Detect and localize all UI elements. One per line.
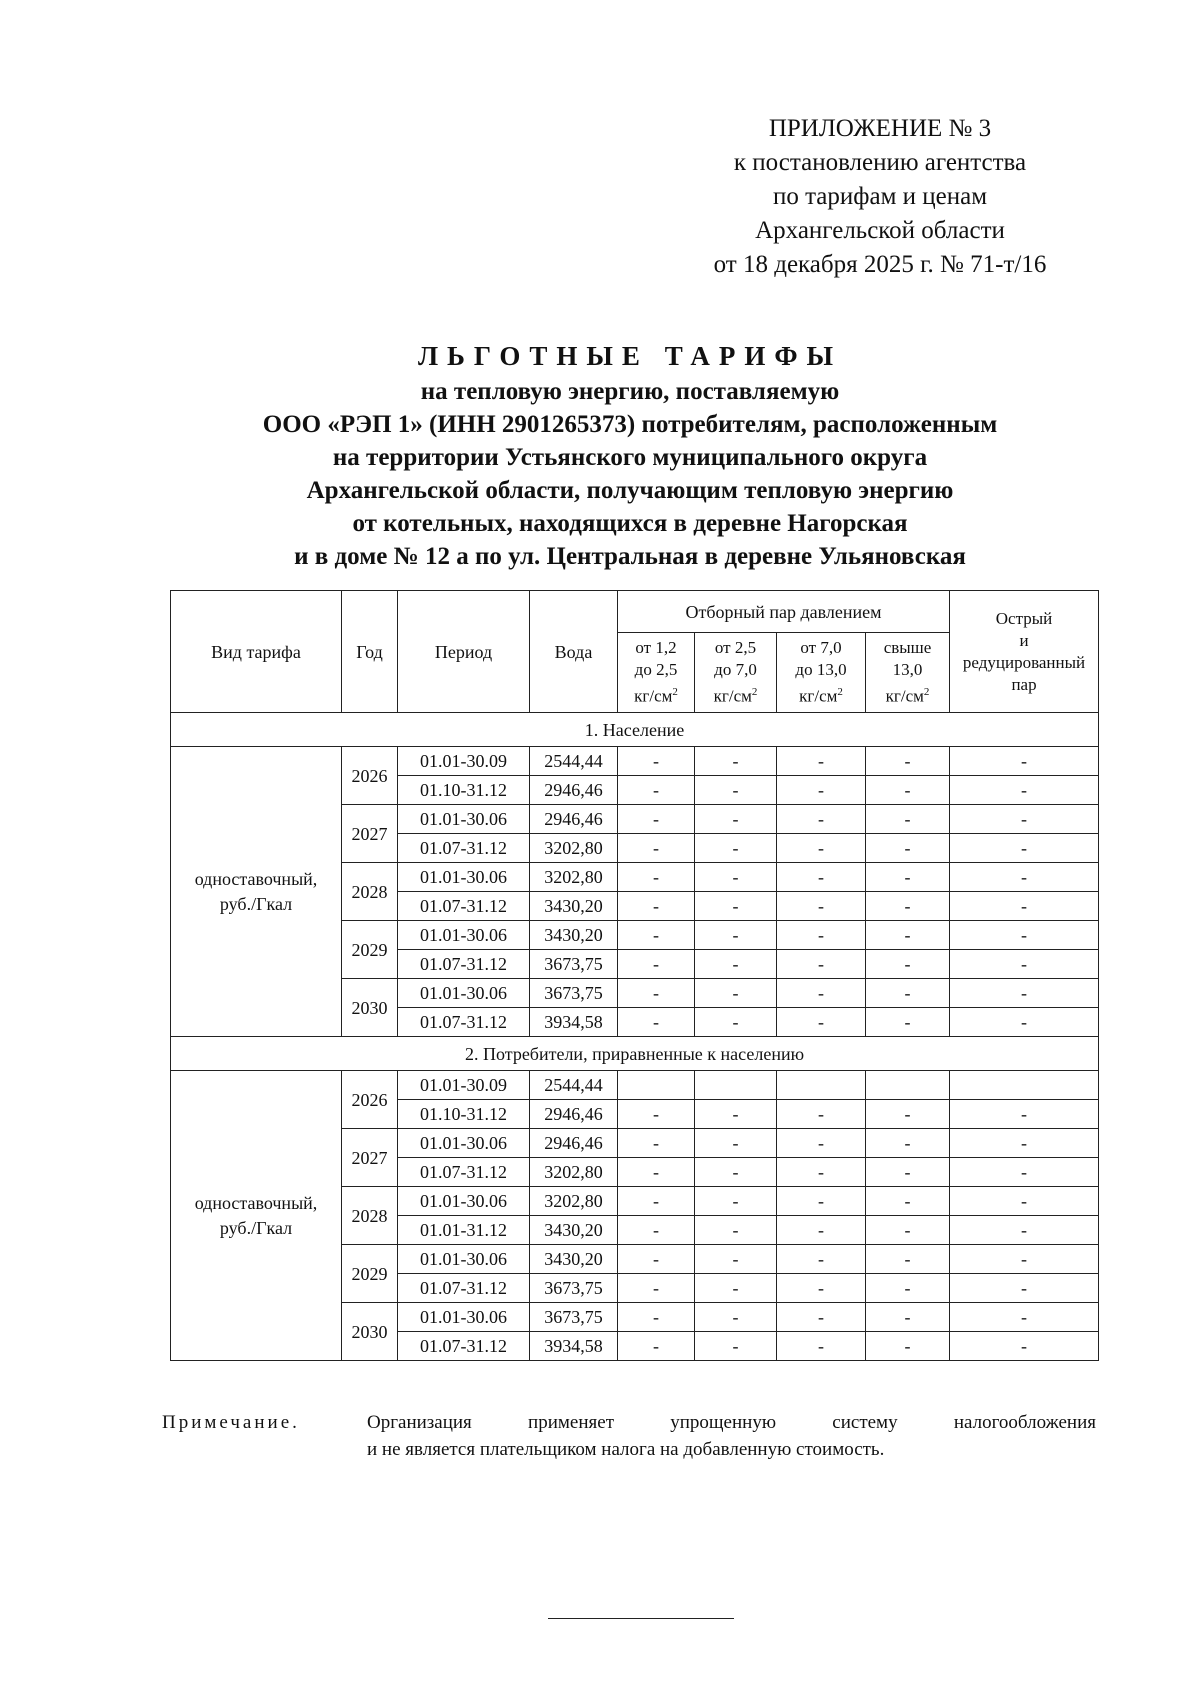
note-text: и не является плательщиком налога на добавленную стоимость. [367, 1439, 885, 1460]
steam-tariff-cell: - [695, 1100, 777, 1129]
header-period: Период [398, 591, 530, 713]
steam-tariff-cell: - [695, 1216, 777, 1245]
steam-tariff-cell: - [950, 1129, 1099, 1158]
header-steam-3 [777, 633, 866, 713]
appendix-header [660, 112, 1100, 282]
unit-text: кг/см [885, 686, 924, 706]
steam-tariff-cell: - [866, 834, 950, 863]
water-tariff-cell: 3202,80 [530, 863, 618, 892]
steam-tariff-cell: - [618, 1008, 695, 1037]
steam-tariff-cell: - [866, 747, 950, 776]
steam-tariff-cell: - [695, 1158, 777, 1187]
tariff-kind-cell [171, 747, 342, 1037]
steam-tariff-cell: - [777, 1100, 866, 1129]
tariff-kind-line: одноставочный, [194, 868, 318, 889]
steam-tariff-cell: - [695, 921, 777, 950]
steam-tariff-cell: - [618, 1303, 695, 1332]
tariff-kind-cell [171, 1071, 342, 1361]
note-text: Организация применяет упрощенную систему налогообложения [367, 1412, 1096, 1433]
year-cell: 2030 [342, 979, 398, 1037]
period-cell: 01.01-30.09 [398, 1071, 530, 1100]
unit-sup: 2 [837, 686, 843, 699]
steam-tariff-cell: - [866, 1332, 950, 1361]
title-line: и в доме № 12 а по ул. Центральная в деревне Ульяновская [294, 543, 966, 570]
steam-tariff-cell: - [777, 834, 866, 863]
steam-tariff-cell [950, 1071, 1099, 1100]
period-cell: 01.07-31.12 [398, 834, 530, 863]
header-steam-group: Отборный пар давлением [618, 591, 950, 633]
year-cell: 2028 [342, 1187, 398, 1245]
title-heading: ЛЬГОТНЫЕ ТАРИФЫ [417, 341, 843, 371]
year-cell: 2027 [342, 1129, 398, 1187]
steam-tariff-cell: - [950, 1303, 1099, 1332]
steam-tariff-cell: - [618, 979, 695, 1008]
period-cell: 01.01-30.09 [398, 747, 530, 776]
water-tariff-cell: 3673,75 [530, 1274, 618, 1303]
water-tariff-cell: 2946,46 [530, 1129, 618, 1158]
period-cell: 01.07-31.12 [398, 1158, 530, 1187]
steam-tariff-cell: - [950, 1332, 1099, 1361]
steam-tariff-cell: - [695, 1332, 777, 1361]
header-steam-2 [695, 633, 777, 713]
steam-tariff-cell: - [777, 747, 866, 776]
header-sharp-steam [950, 591, 1099, 713]
steam-tariff-cell: - [777, 1303, 866, 1332]
steam-tariff-cell: - [618, 1100, 695, 1129]
unit-text: кг/см [634, 686, 673, 706]
period-cell: 01.01-30.06 [398, 863, 530, 892]
steam-tariff-cell: - [866, 1303, 950, 1332]
section-row [171, 713, 1099, 747]
steam-tariff-cell: - [695, 1245, 777, 1274]
unit-text: кг/см [799, 686, 838, 706]
year-cell: 2026 [342, 1071, 398, 1129]
unit-sup: 2 [923, 686, 930, 699]
water-tariff-cell: 3673,75 [530, 1303, 618, 1332]
steam-tariff-cell: - [777, 1245, 866, 1274]
steam-tariff-cell: - [866, 1216, 950, 1245]
steam-tariff-cell: - [777, 1158, 866, 1187]
year-cell: 2026 [342, 747, 398, 805]
year-cell: 2029 [342, 1245, 398, 1303]
water-tariff-cell: 3430,20 [530, 1245, 618, 1274]
steam-tariff-cell: - [695, 1129, 777, 1158]
water-tariff-cell: 3430,20 [530, 892, 618, 921]
tariff-kind-line: руб./Гкал [219, 893, 293, 914]
header-year: Год [342, 591, 398, 713]
steam-tariff-cell: - [866, 1008, 950, 1037]
appendix-number: ПРИЛОЖЕНИЕ № 3 [768, 115, 992, 142]
header-text: и [1019, 630, 1029, 650]
steam-tariff-cell [866, 1071, 950, 1100]
year-cell: 2028 [342, 863, 398, 921]
steam-tariff-cell: - [618, 834, 695, 863]
steam-tariff-cell: - [695, 1008, 777, 1037]
period-cell: 01.01-30.06 [398, 805, 530, 834]
steam-tariff-cell: - [695, 776, 777, 805]
water-tariff-cell: 2544,44 [530, 747, 618, 776]
water-tariff-cell: 3202,80 [530, 834, 618, 863]
water-tariff-cell: 3202,80 [530, 1158, 618, 1187]
unit-text: кг/см [713, 686, 752, 706]
tariff-table [170, 590, 1099, 1361]
water-tariff-cell: 3934,58 [530, 1332, 618, 1361]
document-title [180, 340, 1080, 573]
header-text: свыше [883, 638, 932, 658]
water-tariff-cell: 3202,80 [530, 1187, 618, 1216]
steam-tariff-cell: - [866, 1158, 950, 1187]
period-cell: 01.01-30.06 [398, 921, 530, 950]
steam-tariff-cell: - [950, 1100, 1099, 1129]
steam-tariff-cell: - [950, 1187, 1099, 1216]
steam-tariff-cell: - [777, 979, 866, 1008]
table-row [171, 747, 1099, 776]
steam-tariff-cell: - [950, 1274, 1099, 1303]
steam-tariff-cell: - [695, 747, 777, 776]
steam-tariff-cell: - [777, 1187, 866, 1216]
steam-tariff-cell: - [695, 863, 777, 892]
steam-tariff-cell: - [950, 1245, 1099, 1274]
steam-tariff-cell: - [777, 950, 866, 979]
period-cell: 01.07-31.12 [398, 950, 530, 979]
steam-tariff-cell: - [866, 1100, 950, 1129]
period-cell: 01.01-30.06 [398, 979, 530, 1008]
header-unit [695, 681, 776, 708]
steam-tariff-cell: - [618, 776, 695, 805]
steam-tariff-cell: - [866, 892, 950, 921]
header-text: до 7,0 [714, 660, 757, 680]
water-tariff-cell: 2946,46 [530, 1100, 618, 1129]
period-cell: 01.01-30.06 [398, 1303, 530, 1332]
steam-tariff-cell: - [618, 1158, 695, 1187]
unit-sup: 2 [751, 686, 758, 699]
year-cell: 2027 [342, 805, 398, 863]
title-line: ООО «РЭП 1» (ИНН 2901265373) потребителям, расположенным [262, 411, 998, 438]
steam-tariff-cell: - [950, 805, 1099, 834]
title-line: от котельных, находящихся в деревне Нагорская [352, 510, 908, 537]
steam-tariff-cell: - [866, 1129, 950, 1158]
steam-tariff-cell: - [618, 747, 695, 776]
header-text: от 7,0 [800, 638, 842, 658]
period-cell: 01.01-31.12 [398, 1216, 530, 1245]
steam-tariff-cell: - [866, 863, 950, 892]
water-tariff-cell: 3430,20 [530, 1216, 618, 1245]
steam-tariff-cell: - [618, 1274, 695, 1303]
steam-tariff-cell: - [950, 921, 1099, 950]
steam-tariff-cell: - [777, 1008, 866, 1037]
steam-tariff-cell: - [777, 1129, 866, 1158]
period-cell: 01.07-31.12 [398, 892, 530, 921]
water-tariff-cell: 3934,58 [530, 1008, 618, 1037]
steam-tariff-cell: - [695, 1187, 777, 1216]
steam-tariff-cell: - [777, 776, 866, 805]
table-row [171, 1071, 1099, 1100]
steam-tariff-cell: - [777, 1274, 866, 1303]
water-tariff-cell: 2946,46 [530, 805, 618, 834]
separator-line [548, 1618, 734, 1619]
steam-tariff-cell: - [695, 892, 777, 921]
steam-tariff-cell: - [695, 1274, 777, 1303]
steam-tariff-cell: - [950, 1216, 1099, 1245]
period-cell: 01.10-31.12 [398, 776, 530, 805]
water-tariff-cell: 3430,20 [530, 921, 618, 950]
steam-tariff-cell: - [695, 950, 777, 979]
header-text: до 2,5 [634, 660, 678, 680]
period-cell: 01.07-31.12 [398, 1008, 530, 1037]
steam-tariff-cell: - [695, 834, 777, 863]
header-text: редуцированный [962, 652, 1086, 672]
steam-tariff-cell [618, 1071, 695, 1100]
steam-tariff-cell: - [695, 805, 777, 834]
steam-tariff-cell: - [866, 1187, 950, 1216]
steam-tariff-cell: - [777, 921, 866, 950]
steam-tariff-cell: - [618, 863, 695, 892]
steam-tariff-cell: - [618, 1187, 695, 1216]
appendix-date: от 18 декабря 2025 г. № 71-т/16 [713, 251, 1047, 278]
period-cell: 01.10-31.12 [398, 1100, 530, 1129]
steam-tariff-cell: - [950, 892, 1099, 921]
steam-tariff-cell: - [866, 1245, 950, 1274]
header-text: от 2,5 [714, 638, 757, 658]
steam-tariff-cell: - [950, 863, 1099, 892]
steam-tariff-cell: - [777, 1332, 866, 1361]
header-text: 13,0 [892, 660, 923, 680]
period-cell: 01.07-31.12 [398, 1274, 530, 1303]
period-cell: 01.01-30.06 [398, 1245, 530, 1274]
title-line: Архангельской области, получающим тепловую энергию [306, 477, 954, 504]
steam-tariff-cell: - [950, 1008, 1099, 1037]
steam-tariff-cell: - [618, 950, 695, 979]
steam-tariff-cell: - [950, 776, 1099, 805]
steam-tariff-cell: - [866, 776, 950, 805]
steam-tariff-cell: - [618, 921, 695, 950]
steam-tariff-cell: - [777, 1216, 866, 1245]
steam-tariff-cell: - [777, 863, 866, 892]
tariff-kind-line: руб./Гкал [219, 1217, 293, 1238]
steam-tariff-cell [777, 1071, 866, 1100]
steam-tariff-cell: - [618, 1245, 695, 1274]
header-unit [777, 681, 865, 708]
steam-tariff-cell: - [866, 979, 950, 1008]
year-cell: 2030 [342, 1303, 398, 1361]
steam-tariff-cell: - [950, 834, 1099, 863]
steam-tariff-cell: - [866, 805, 950, 834]
header-steam-4 [866, 633, 950, 713]
section-title: 1. Население [171, 713, 1099, 747]
steam-tariff-cell: - [618, 805, 695, 834]
section-title: 2. Потребители, приравненные к населению [171, 1037, 1099, 1071]
header-text: от 1,2 [635, 638, 677, 658]
steam-tariff-cell: - [950, 1158, 1099, 1187]
steam-tariff-cell: - [777, 892, 866, 921]
steam-tariff-cell: - [618, 892, 695, 921]
water-tariff-cell: 2946,46 [530, 776, 618, 805]
period-cell: 01.07-31.12 [398, 1332, 530, 1361]
header-text: пар [1011, 674, 1037, 694]
steam-tariff-cell: - [618, 1129, 695, 1158]
steam-tariff-cell: - [777, 805, 866, 834]
steam-tariff-cell: - [618, 1216, 695, 1245]
header-steam-1 [618, 633, 695, 713]
steam-tariff-cell: - [866, 921, 950, 950]
period-cell: 01.01-30.06 [398, 1129, 530, 1158]
steam-tariff-cell [695, 1071, 777, 1100]
note-label: Примечание. [162, 1412, 300, 1433]
steam-tariff-cell: - [866, 950, 950, 979]
steam-tariff-cell: - [866, 1274, 950, 1303]
steam-tariff-cell: - [618, 1332, 695, 1361]
appendix-line: Архангельской области [755, 217, 1005, 244]
water-tariff-cell: 3673,75 [530, 979, 618, 1008]
steam-tariff-cell: - [950, 950, 1099, 979]
steam-tariff-cell: - [950, 979, 1099, 1008]
title-line: на территории Устьянского муниципального округа [332, 444, 928, 471]
header-water: Вода [530, 591, 618, 713]
header-unit [618, 681, 694, 708]
tariff-kind-line: одноставочный, [194, 1192, 318, 1213]
appendix-line: по тарифам и ценам [772, 183, 988, 210]
unit-sup: 2 [672, 686, 678, 699]
section-row [171, 1037, 1099, 1071]
steam-tariff-cell: - [950, 747, 1099, 776]
header-unit [866, 681, 949, 708]
period-cell: 01.01-30.06 [398, 1187, 530, 1216]
header-kind: Вид тарифа [171, 591, 342, 713]
title-line: на тепловую энергию, поставляемую [420, 378, 840, 405]
appendix-line: к постановлению агентства [733, 149, 1027, 176]
water-tariff-cell: 3673,75 [530, 950, 618, 979]
header-text: Острый [995, 608, 1053, 628]
steam-tariff-cell: - [695, 979, 777, 1008]
water-tariff-cell: 2544,44 [530, 1071, 618, 1100]
year-cell: 2029 [342, 921, 398, 979]
header-text: до 13,0 [795, 660, 847, 680]
steam-tariff-cell: - [695, 1303, 777, 1332]
